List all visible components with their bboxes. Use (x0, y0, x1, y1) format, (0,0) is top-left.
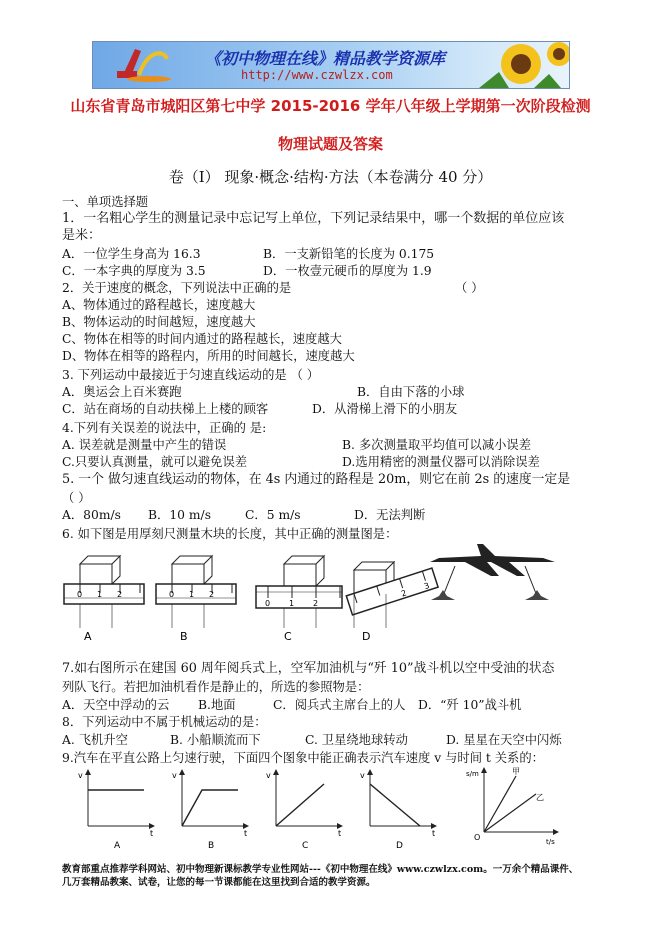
q5-stem: 5. 一个 做匀速直线运动的物体，在 4s 内通过的路程是 20m，则它在前 2s 的速度一定是 (62, 472, 571, 487)
q3-stem: 3. 下列运动中最接近于匀速直线运动的是 （ ） (62, 368, 320, 382)
tick-label-1: 1 (97, 590, 103, 599)
q8-option-b: B. 小船顺流而下 (170, 733, 261, 747)
banner-url: http://www.czwlzx.com (241, 68, 393, 82)
series-label-jia: 甲 (512, 767, 520, 776)
tick-label-2: 2 (400, 588, 408, 599)
q4-option-c: C.只要认真测量，就可以避免误差 (62, 455, 248, 469)
q5-answer-blank: （ ） (62, 491, 91, 505)
footer-line-1: 教育部重点推荐学科网站、初中物理新课标教学专业性网站---《初中物理在线》www.czwlzx.com。一万余个精品课件、 (62, 864, 579, 875)
tick-label-0: 0 (77, 590, 83, 599)
tick-label-0: 0 (265, 599, 271, 608)
q7-option-b: B.地面 (198, 698, 236, 712)
q2-option-b: B、物体运动的时间越短，速度越大 (62, 315, 256, 329)
section-heading: 一、单项选择题 (62, 195, 149, 209)
q1-stem: 1．一名粗心学生的测量记录中忘记写上单位，下列记录结果中，哪一个数据的单位应该 (62, 211, 565, 226)
q6-stem: 6. 如下图是用厚刻尺测量木块的长度，其中正确的测量图是： (62, 527, 398, 541)
q3-option-a: A．奥运会上百米赛跑 (62, 385, 182, 399)
q5-option-a: A．80m/s (62, 508, 121, 522)
graph-a (78, 771, 153, 851)
q5-option-c: C．5 m/s (245, 508, 301, 522)
q2-answer-blank: （ ） (455, 281, 484, 295)
q2-stem: 2．关于速度的概念，下列说法中正确的是 (62, 281, 292, 295)
q5-option-b: B．10 m/s (148, 508, 212, 522)
sunflower-icon (479, 42, 569, 88)
side-st-graph (466, 767, 556, 846)
graph-label-a: A (114, 841, 121, 851)
ruler-diagram-c (256, 556, 342, 643)
tick-label-2: 2 (209, 590, 215, 599)
graph-c (266, 771, 341, 851)
tick-label-0: 0 (169, 590, 175, 599)
tanker-aircraft-icon (430, 544, 555, 576)
paper-title: 山东省青岛市城阳区第七中学 2015-2016 学年八年级上学期第一次阶段检测 (70, 97, 591, 115)
q1-option-c: C．一本字典的厚度为 3.5 (62, 264, 206, 278)
origin-label: O (474, 833, 481, 842)
q7-stem: 7.如右图所示在建国 60 周年阅兵式上，空军加油机与“歼 10”战斗机以空中受油的状态 (62, 661, 555, 676)
series-label-yi: 乙 (536, 793, 544, 802)
q8-stem: 8．下列运动中不属于机械运动的是： (62, 715, 267, 729)
graph-d (360, 771, 435, 851)
q9-stem: 9.汽车在平直公路上匀速行驶，下面四个图象中能正确表示汽车速度 v 与时间 t 关系的： (62, 751, 544, 765)
banner-title: 《初中物理在线》精品教学资源库 (205, 49, 446, 68)
q3-option-b: B．自由下落的小球 (357, 385, 465, 399)
q9-graphs (70, 764, 590, 854)
axis-t-d: t (432, 829, 436, 838)
q2-option-c: C、物体在相等的时间内通过的路程越长，速度越大 (62, 332, 342, 346)
tick-label-2: 2 (313, 599, 319, 608)
paper-subtitle: 物理试题及答案 (277, 135, 383, 153)
label-b: B (180, 630, 188, 643)
q1-option-a: A．一位学生身高为 16.3 (62, 247, 201, 261)
q1-stem-cont: 是米： (62, 228, 102, 243)
q3-option-d: D．从滑梯上滑下的小朋友 (312, 402, 458, 416)
axis-t-b: t (244, 829, 248, 838)
q6-ruler-figure (60, 548, 440, 648)
q8-option-c: C. 卫星绕地球转动 (305, 733, 408, 747)
tick-label-1: 1 (289, 599, 295, 608)
graph-label-d: D (396, 841, 403, 851)
axis-v-b: v (172, 771, 177, 780)
ruler-diagram-a (64, 556, 144, 643)
tick-label-1: 1 (189, 590, 195, 599)
q7-stem-cont: 列队飞行。若把加油机看作是静止的，所选的参照物是： (62, 680, 370, 694)
q5-option-d: D．无法判断 (354, 508, 426, 522)
label-a: A (84, 630, 92, 643)
axis-t-a: t (150, 829, 154, 838)
tick-label-2: 2 (117, 590, 123, 599)
q1-option-d: D．一枚壹元硬币的厚度为 1.9 (263, 264, 432, 278)
q4-option-b: B. 多次测量取平均值可以减小误差 (342, 438, 532, 452)
tick-label-3: 3 (422, 580, 431, 592)
q7-option-c: C．阅兵式主席台上的人 (273, 698, 406, 712)
site-banner (92, 41, 570, 89)
graph-label-c: C (302, 841, 309, 851)
graph-label-b: B (208, 841, 215, 851)
q3-option-c: C．站在商场的自动扶梯上上楼的顾客 (62, 402, 269, 416)
axis-v-d: v (360, 771, 365, 780)
q4-option-d: D.选用精密的测量仪器可以消除误差 (342, 455, 540, 469)
graph-b (172, 771, 247, 851)
q7-option-d: D．“歼 10”战斗机 (418, 698, 522, 712)
label-c: C (284, 630, 292, 643)
q2-option-a: A、物体通过的路程越长，速度越大 (62, 298, 256, 312)
footer-line-2: 几万套精品教案、试卷，让您的每一节课都能在这里找到合适的教学资源。 (62, 877, 376, 888)
q4-option-a: A. 误差就是测量中产生的错误 (62, 438, 227, 452)
q1-option-b: B．一支新铅笔的长度为 0.175 (263, 247, 435, 261)
fighter-jet-icon (431, 590, 549, 600)
axis-t-c: t (338, 829, 342, 838)
ruler-diagram-b (156, 556, 236, 643)
q8-option-d: D. 星星在天空中闪烁 (446, 733, 562, 747)
label-d: D (362, 630, 371, 643)
refueling-aircraft-figure (422, 540, 560, 610)
axis-v-a: v (78, 771, 83, 780)
axis-v-c: v (266, 771, 271, 780)
q8-option-a: A. 飞机升空 (62, 733, 128, 747)
logo-icon (113, 45, 181, 85)
q4-stem: 4.下列有关误差的说法中，正确的 是: (62, 421, 267, 435)
side-axis-y: s/m (466, 770, 479, 778)
q2-option-d: D、物体在相等的路程内，所用的时间越长，速度越大 (62, 349, 355, 363)
q7-option-a: A．天空中浮动的云 (62, 698, 170, 712)
side-axis-x: t/s (546, 838, 555, 846)
volume-heading: 卷（Ⅰ） 现象·概念·结构·方法（本卷满分 40 分） (168, 168, 493, 186)
